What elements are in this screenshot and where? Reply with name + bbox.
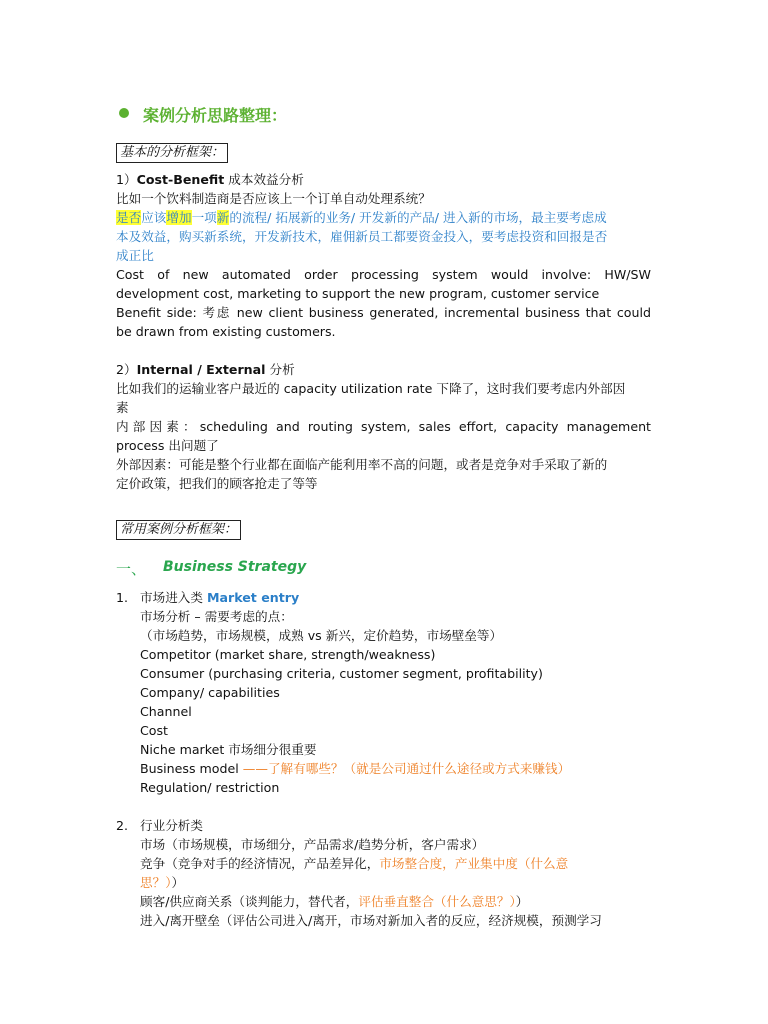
list-item: Competitor (market share, strength/weakness) <box>140 647 436 662</box>
ie-example-line2: 素 <box>116 400 129 415</box>
blue-text: 的流程/ 拓展新的业务/ 开发新的产品/ 进入新的市场，最主要考虑成 <box>229 210 607 225</box>
regulation-line: Regulation/ restriction <box>140 780 280 795</box>
market-entry-sub: 市场分析 – 需要考虑的点： <box>140 609 293 624</box>
business-model-line <box>140 759 570 778</box>
list-item: Consumer (purchasing criteria, customer segment, profitability) <box>140 666 543 681</box>
page-title: 案例分析思路整理： <box>143 106 288 125</box>
item-bold-label: Cost-Benefit <box>136 172 225 187</box>
section-box-basic-framework: 基本的分析框架： <box>116 143 228 163</box>
cost-benefit-title <box>116 170 304 189</box>
market-entry-number: 1. <box>116 590 129 605</box>
section-box-common-framework: 常用案例分析框架： <box>116 520 241 540</box>
list-item: Channel <box>140 704 192 719</box>
item-text: 顾客/供应商关系（谈判能力，替代者， <box>140 894 359 909</box>
list-item: Niche market 市场细分很重要 <box>140 742 317 757</box>
industry-competition-line1 <box>140 854 568 873</box>
cost-benefit-example: 比如一个饮料制造商是否应该上一个订单自动处理系统？ <box>116 191 431 206</box>
item-prefix: 1） <box>116 172 137 187</box>
cost-benefit-blue-line1 <box>116 208 607 227</box>
item-en-label: Market entry <box>206 590 300 605</box>
cost-line2: development cost, marketing to support the new program, customer service <box>116 286 600 301</box>
item-text: ） <box>515 894 529 909</box>
item-suffix: 成本效益分析 <box>224 172 304 187</box>
item-bold-label: Internal / External <box>136 362 266 377</box>
blue-text: 一项 <box>191 210 217 225</box>
item-label: Business model <box>140 761 243 776</box>
item-text: ） <box>171 875 185 890</box>
industry-market: 市场（市场规模，市场细分，产品需求/趋势分析，客户需求） <box>140 837 485 852</box>
list-item: Company/ capabilities <box>140 685 280 700</box>
item-prefix: 2） <box>116 362 137 377</box>
highlight-text: 新 <box>216 210 230 225</box>
external-line2: 定价政策，把我们的顾客抢走了等等 <box>116 476 318 491</box>
bullet-dot-icon <box>119 108 129 118</box>
cost-benefit-blue-line2: 本及效益，购买新系统，开发新技术，雇佣新员工都要资金投入，要考虑投资和回报是否 <box>116 229 608 244</box>
internal-line1: 内部因素：scheduling and routing system, sales effort, capacity management <box>116 419 651 434</box>
internal-line2: process 出问题了 <box>116 438 219 453</box>
item-text: 竞争（竞争对手的经济情况，产品差异化， <box>140 856 380 871</box>
industry-number: 2. <box>116 818 129 833</box>
list-item: Cost <box>140 723 168 738</box>
strategy-title: Business Strategy <box>163 559 307 575</box>
orange-note: 市场整合度，产业集中度（什么意 <box>379 856 569 871</box>
orange-note: 思？） <box>140 875 172 890</box>
industry-customer-line <box>140 892 528 911</box>
item-label: 市场进入类 <box>140 590 207 605</box>
market-entry-points: （市场趋势，市场规模，成熟 vs 新兴，定价趋势，市场壁垒等） <box>140 628 503 643</box>
industry-competition-line2 <box>140 873 184 892</box>
item-suffix: 分析 <box>265 362 295 377</box>
internal-external-title <box>116 360 295 379</box>
cost-line1: Cost of new automated order processing system would involve: HW/SW <box>116 267 651 282</box>
external-line1: 外部因素：可能是整个行业都在面临产能利用率不高的问题，或者是竞争对手采取了新的 <box>116 457 608 472</box>
orange-note: 评估垂直整合（什么意思？） <box>358 894 516 909</box>
benefit-line1: Benefit side: 考虑 new client business generated, incremental business that could <box>116 305 651 320</box>
strategy-numeral: 一、 <box>116 560 147 578</box>
cost-benefit-blue-line3: 成正比 <box>116 248 154 263</box>
industry-entry-line: 进入/离开壁垒（评估公司进入/离开，市场对新加入者的反应，经济规模，预测学习 <box>140 913 602 928</box>
blue-text: 应该 <box>141 210 167 225</box>
highlight-text: 是否 <box>116 210 142 225</box>
industry-title: 行业分析类 <box>140 818 203 833</box>
highlight-text: 增加 <box>166 210 192 225</box>
benefit-line2: be drawn from existing customers. <box>116 324 336 339</box>
orange-note: ——了解有哪些？（就是公司通过什么途径或方式来赚钱） <box>242 761 571 776</box>
market-entry-title <box>140 588 299 607</box>
ie-example-line1: 比如我们的运输业客户最近的 capacity utilization rate 下降了，这时我们要考虑内外部因 <box>116 381 626 396</box>
